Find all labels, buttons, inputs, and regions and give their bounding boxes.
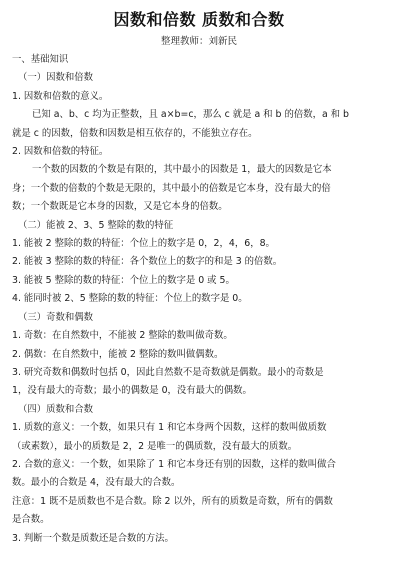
text-line: 2. 能被 3 整除的数的特征：各个数位上的数字的和是 3 的倍数。 — [12, 256, 283, 268]
text-line: （一）因数和倍数 — [18, 72, 94, 84]
text-line: （二）能被 2、3、5 整除的数的特征 — [18, 219, 174, 231]
text-line: 数。最小的合数是 4，没有最大的合数。 — [12, 477, 181, 489]
page-title: 因数和倍数 质数和合数 — [113, 10, 285, 29]
text-line: 1. 质数的意义：一个数，如果只有 1 和它本身两个因数，这样的数叫做质数 — [12, 422, 327, 434]
document-body — [12, 51, 386, 548]
text-line: 2. 因数和倍数的特征。 — [12, 146, 109, 158]
text-line: 3. 研究奇数和偶数时包括 0，因此自然数不是奇数就是偶数。最小的奇数是 — [12, 366, 324, 378]
text-line: 3. 能被 5 整除的数的特征：个位上的数字是 0 或 5。 — [12, 274, 235, 286]
text-line: 1. 因数和倍数的意义。 — [12, 90, 109, 102]
text-line: 4. 能同时被 2、5 整除的数的特征：个位上的数字是 0。 — [12, 293, 248, 305]
text-line: 1. 能被 2 整除的数的特征：个位上的数字是 0，2，4，6，8。 — [12, 238, 275, 250]
text-line: 3. 判断一个数是质数还是合数的方法。 — [12, 532, 174, 544]
text-line: 数；一个数既是它本身的因数，又是它本身的倍数。 — [12, 201, 228, 213]
text-line: 是合数。 — [12, 514, 50, 526]
text-line: 身；一个数的倍数的个数是无限的，其中最小的倍数是它本身，没有最大的倍 — [12, 182, 331, 194]
text-line: 1. 奇数：在自然数中，不能被 2 整除的数叫做奇数。 — [12, 330, 233, 342]
text-line: 已知 a、b、c 均为正整数，且 a×b=c，那么 c 就是 a 和 b 的倍数，a 和 b — [32, 109, 349, 121]
author-line: 整理教师：刘新民 — [160, 36, 237, 47]
text-line: （四）质数和合数 — [18, 403, 94, 415]
text-line: 2. 偶数：在自然数中，能被 2 整除的数叫做偶数。 — [12, 348, 224, 360]
text-line: 注意：1 既不是质数也不是合数。除 2 以外，所有的质数是奇数，所有的偶数 — [12, 495, 333, 507]
text-line: 2. 合数的意义：一个数，如果除了 1 和它本身还有别的因数，这样的数叫做合 — [12, 458, 336, 470]
text-line: 一、基础知识 — [12, 54, 69, 65]
text-line: 一个数的因数的个数是有限的，其中最小的因数是 1，最大的因数是它本 — [32, 164, 332, 176]
text-line: 就是 c 的因数，倍数和因数是相互依存的，不能独立存在。 — [12, 127, 258, 139]
text-line: （三）奇数和偶数 — [18, 311, 94, 323]
text-line: （或素数），最小的质数是 2，2 是唯一的偶质数，没有最大的质数。 — [12, 440, 298, 452]
text-line: 1，没有最大的奇数；最小的偶数是 0，没有最大的偶数。 — [12, 385, 252, 397]
